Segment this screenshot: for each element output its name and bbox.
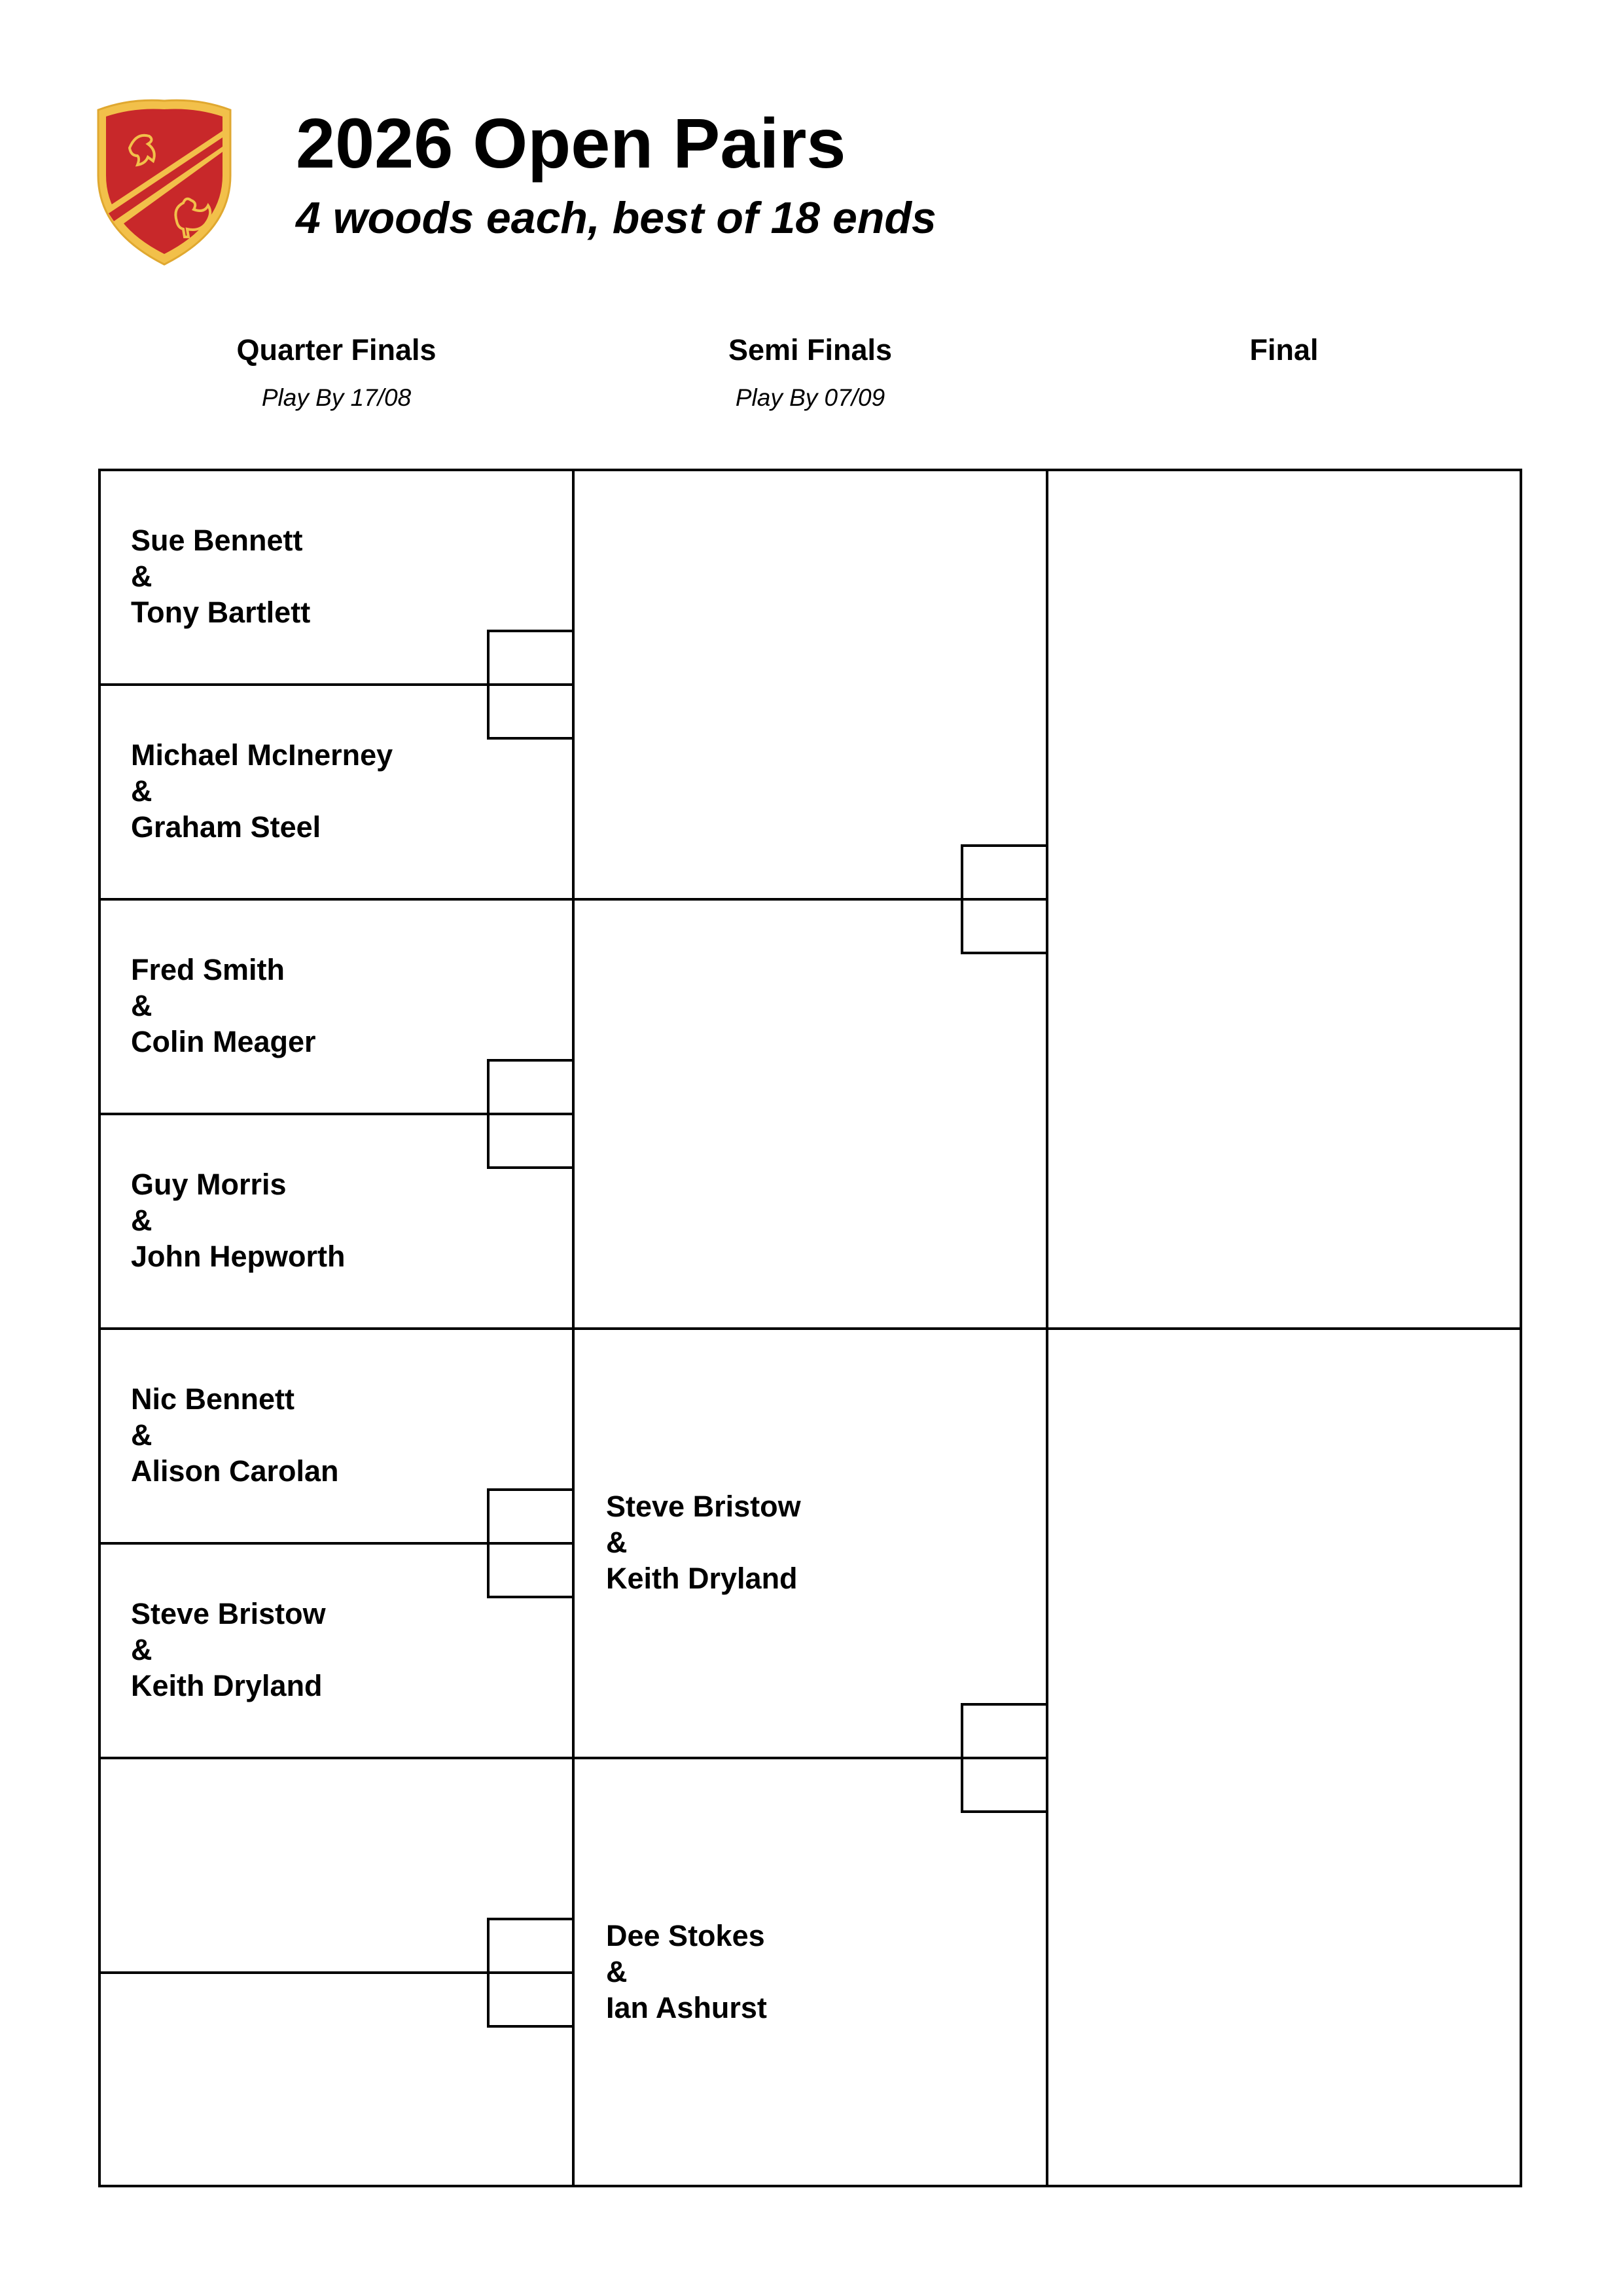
player-name: Tony Bartlett bbox=[131, 596, 311, 629]
score-box bbox=[488, 1919, 573, 1973]
quarter-final-team bbox=[131, 952, 316, 1060]
semi-final-team bbox=[606, 1918, 767, 2026]
round-heading-final: Final bbox=[1249, 333, 1319, 367]
quarter-final-team bbox=[131, 1166, 345, 1274]
player-name: Steve Bristow bbox=[606, 1490, 801, 1523]
score-box bbox=[488, 685, 573, 738]
player-name: Alison Carolan bbox=[131, 1454, 339, 1488]
quarter-final-team bbox=[131, 522, 310, 630]
pair-joiner: & bbox=[131, 774, 152, 808]
player-name: John Hepworth bbox=[131, 1240, 346, 1273]
page-title: 2026 Open Pairs bbox=[296, 103, 846, 183]
player-name: Steve Bristow bbox=[131, 1597, 326, 1630]
quarter-final-team bbox=[131, 1596, 326, 1704]
quarter-final-team bbox=[131, 1381, 339, 1489]
quarter-final-team bbox=[131, 737, 393, 845]
pair-joiner: & bbox=[131, 1418, 152, 1452]
player-name: Keith Dryland bbox=[606, 1562, 798, 1595]
player-name: Sue Bennett bbox=[131, 524, 303, 557]
page-subtitle: 4 woods each, best of 18 ends bbox=[296, 193, 936, 243]
score-box bbox=[488, 631, 573, 685]
player-name: Guy Morris bbox=[131, 1168, 287, 1201]
score-box bbox=[488, 1114, 573, 1168]
player-name: Dee Stokes bbox=[606, 1919, 765, 1952]
player-name: Ian Ashurst bbox=[606, 1991, 767, 2024]
score-box bbox=[488, 1543, 573, 1597]
player-name: Michael McInerney bbox=[131, 738, 393, 772]
score-box bbox=[962, 1758, 1047, 1812]
score-box bbox=[962, 899, 1047, 953]
pair-joiner: & bbox=[131, 560, 152, 593]
score-box bbox=[488, 1490, 573, 1543]
pair-joiner: & bbox=[606, 1955, 628, 1988]
player-name: Fred Smith bbox=[131, 953, 285, 986]
round-heading-semi-finals: Semi Finals bbox=[728, 333, 893, 367]
pair-joiner: & bbox=[131, 1204, 152, 1237]
score-box bbox=[488, 1973, 573, 2026]
pair-joiner: & bbox=[131, 989, 152, 1022]
player-name: Nic Bennett bbox=[131, 1382, 295, 1416]
score-box bbox=[488, 1060, 573, 1114]
round-deadline-semi-finals: Play By 07/09 bbox=[735, 384, 885, 411]
player-name: Colin Meager bbox=[131, 1025, 316, 1058]
score-box bbox=[962, 846, 1047, 899]
score-box bbox=[962, 1704, 1047, 1758]
round-heading-quarter-finals: Quarter Finals bbox=[236, 333, 437, 367]
player-name: Keith Dryland bbox=[131, 1669, 323, 1702]
pair-joiner: & bbox=[131, 1633, 152, 1666]
round-deadline-quarter-finals: Play By 17/08 bbox=[261, 384, 412, 411]
pair-joiner: & bbox=[606, 1526, 628, 1559]
semi-final-team bbox=[606, 1488, 801, 1596]
player-name: Graham Steel bbox=[131, 810, 321, 844]
